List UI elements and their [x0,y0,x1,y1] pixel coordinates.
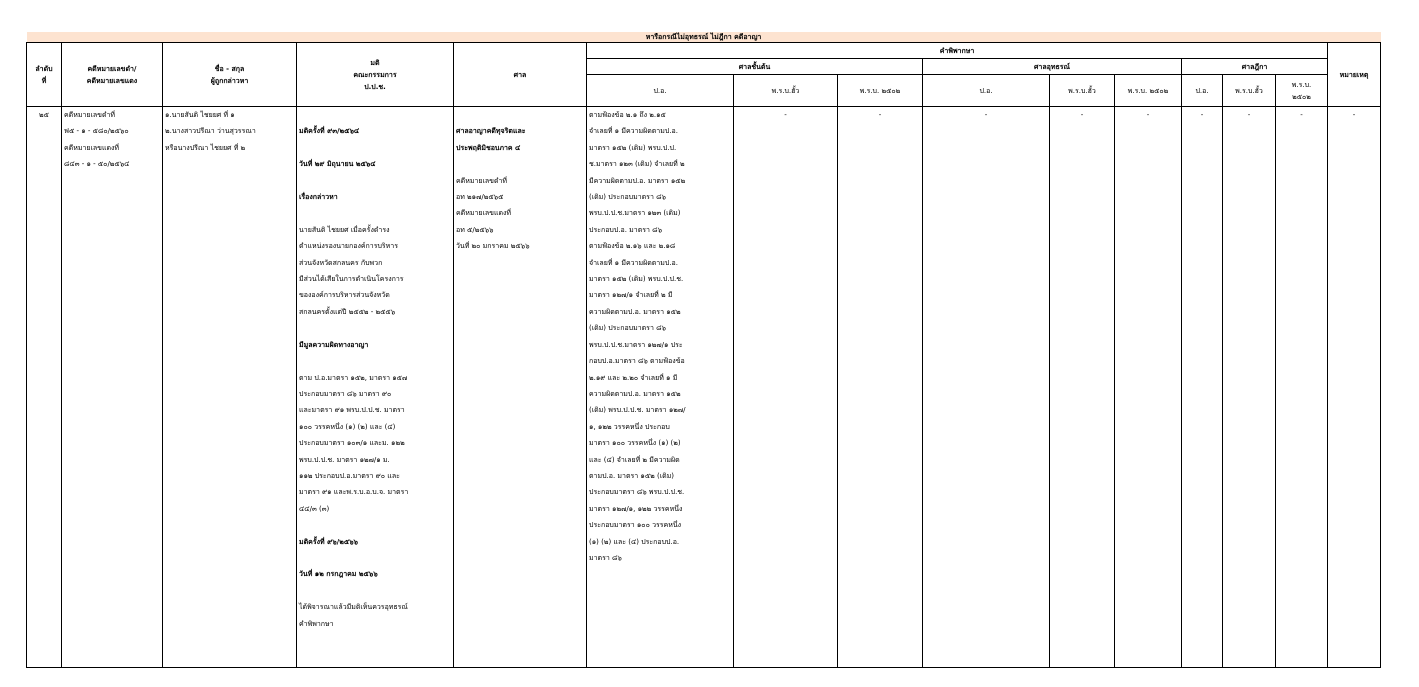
cell-first-court-po: ตามฟ้องข้อ ๒.๑ ถึง ๒.๑๕ จำเลยที่ ๑ มีความผิดตามป.อ. มาตรา ๑๕๒ (เดิม) พรบ.ป.ป. ช.มาตรา ๑๒๓ (เดิม) จำเลยที่ ๒ มีความผิดตามป.อ. มาตรา ๑๕๒ (เดิม) ประกอบมาตรา ๘๖ พรบ.ป.ป.ช.มาตรา ๑๒๓ (เดิม) ประกอบป.อ. มาตรา ๘๖ ตามฟ้องข้อ ๒.๑๖ และ ๒.๑๘ จำเลยที่ ๑ มีความผิดตามป.อ. มาตรา ๑๕๒ (เดิม) พรบ.ป.ป.ช. มาตรา ๑๒๗/๑ จำเลยที่ ๒ มี ความผิดตามป.อ. มาตรา ๑๕๒ (เดิม) ประกอบมาตรา ๘๖ พรบ.ป.ป.ช.มาตรา ๑๒๗/๑ ประ กอบป.อ.มาตรา ๘๖ ตามฟ้องข้อ ๒.๑๙ และ ๒.๒๐ จำเลยที่ ๑ มี ความผิดตามป.อ. มาตรา ๑๕๒ (เดิม) พรบ.ป.ป.ช. มาตรา ๑๒๗/ ๑, ๑๒๒ วรรคหนึ่ง ประกอบ มาตรา ๑๐๐ วรรคหนึ่ง (๑) (๒) และ (๔) จำเลยที่ ๒ มีความผิด ตามป.อ. มาตรา ๑๕๒ (เดิม) ประกอบมาตรา ๘๖ พรบ.ป.ป.ช. มาตรา ๑๒๗/๑, ๑๒๒ วรรคหนึ่ง ประกอบมาตรา ๑๐๐ วรรคหนึ่ง (๑) (๒) และ (๔) ประกอบป.อ. มาตรา ๘๖ [587,107,734,668]
header-first-court: ศาลชั้นต้น [587,59,923,75]
cell-appeal-court-prbor-2502: - [1115,107,1182,668]
table-banner: หารือกรณีไม่อุทธรณ์ ไม่ฎีกา คดีอาญา [27,32,1381,43]
resolution-line: เรื่องกล่าวหา [299,193,338,202]
header-accused: ชื่อ - สกุล ผู้ถูกกล่าวหา [163,43,297,107]
resolution-line: มติครั้งที่ ๙๓/๒๕๖๔ [299,127,360,136]
resolution-line: วันที่ ๑๒ กรกฎาคม ๒๕๖๖ [299,570,378,579]
resolution-line: มีมูลความผิดทางอาญา [299,340,369,349]
cell-supreme-court-prbor: - [1223,107,1276,668]
cell-remarks: - [1328,107,1381,668]
court-case-numbers: คดีหมายเลขดำที่ อท ๒๑๗/๒๕๖๕ คดีหมายเลขแดงที่ อท ๕/๒๕๖๖ วันที่ ๒๐ มกราคม ๒๕๖๖ [456,176,530,251]
resolution-line: มติครั้งที่ ๙๖/๒๕๖๖ [299,537,358,546]
cell-court [454,107,587,668]
resolution-line: ได้พิจารณาแล้วมีมติเห็นควรอุทธรณ์ คำพิพากษา [299,603,408,628]
header-appeal-court-prbor-2502: พ.ร.บ. ๒๕๐๒ [1115,75,1182,107]
header-first-court-po: ป.อ. [587,75,734,107]
header-supreme-court-prbor: พ.ร.บ.ฮั้ว [1223,75,1276,107]
cell-accused: ๑.นายสันติ ไชยยศ ที่ ๑ ๒.นางสาวปรีณา ว่านสุวรรณา หรือนางปรีณา ไชยยศ ที่ ๒ [163,107,297,668]
header-seq: ลำดับ ที่ [27,43,62,107]
header-first-court-prbor: พ.ร.บ.ฮั้ว [734,75,838,107]
header-row-1 [27,43,1381,59]
cell-resolution [297,107,454,668]
header-case-no: คดีหมายเลขดำ/ คดีหมายเลขแดง [62,43,163,107]
court-name: ศาลอาญาคดีทุจริตและ ประพฤติมิชอบภาค ๔ [456,127,526,152]
header-supreme-court: ศาลฎีกา [1182,59,1328,75]
cell-appeal-court-prbor: - [1050,107,1115,668]
case-summary-table [26,32,1381,668]
resolution-line: ตาม ป.อ.มาตรา ๑๕๒, มาตรา ๑๕๗ ประกอบมาตรา ๘๖ มาตรา ๙๐ และมาตรา ๙๑ พรบ.ป.ป.ช. มาตรา ๑๐๐ วรรคหนึ่ง (๑) (๒) และ (๔) ประกอบมาตรา ๑๐๓/๑ และม. ๑๒๒ พรบ.ป.ป.ช. มาตรา ๑๒๗/๑ ม. ๑๑๒ ประกอบป.อ.มาตรา ๙๐ และ มาตรา ๙๑ และพ.ร.บ.อ.บ.จ. มาตรา ๔๔/๓ (๓) [299,373,409,513]
cell-supreme-court-prbor-2502: - [1276,107,1328,668]
cell-first-court-prbor-2502: - [838,107,923,668]
header-appeal-court-prbor: พ.ร.บ.ฮั้ว [1050,75,1115,107]
header-appeal-court-po: ป.อ. [923,75,1050,107]
table-row [27,107,1381,668]
table-banner-row [27,32,1381,43]
cell-appeal-court-po: - [923,107,1050,668]
header-supreme-court-prbor-2502: พ.ร.บ. ๒๕๐๒ [1276,75,1328,107]
cell-supreme-court-po: - [1182,107,1223,668]
header-remarks: หมายเหตุ [1328,43,1381,107]
header-supreme-court-po: ป.อ. [1182,75,1223,107]
header-court: ศาล [454,43,587,107]
cell-first-court-prbor: - [734,107,838,668]
cell-case-no: คดีหมายเลขดำที่ ฟ๕ - ๑ - ๕๘๐/๒๕๖๐ คดีหมายเลขแดงที่ ๘๔๓ - ๑ - ๕๐/๒๕๖๔ [62,107,163,668]
cell-seq: ๒๕ [27,107,62,668]
header-appeal-court: ศาลอุทธรณ์ [923,59,1182,75]
resolution-line: วันที่ ๒๙ มิถุนายน ๒๕๖๔ [299,160,376,169]
resolution-line: นายสันติ ไชยยศ เมื่อครั้งดำรง ตำแหน่งรองนายกองค์การบริหาร ส่วนจังหวัดสกลนคร กับพวก มีส่วนได้เสียในการดำเนินโครงการ ขององค์การบริหารส่วนจังหวัด สกลนครตั้งแต่ปี ๒๕๕๒ - ๒๕๕๖ [299,225,404,316]
header-judgment: คำพิพากษา [587,43,1328,59]
header-first-court-prbor-2502: พ.ร.บ. ๒๕๐๒ [838,75,923,107]
header-resolution: มติ คณะกรรมการ ป.ป.ช. [297,43,454,107]
